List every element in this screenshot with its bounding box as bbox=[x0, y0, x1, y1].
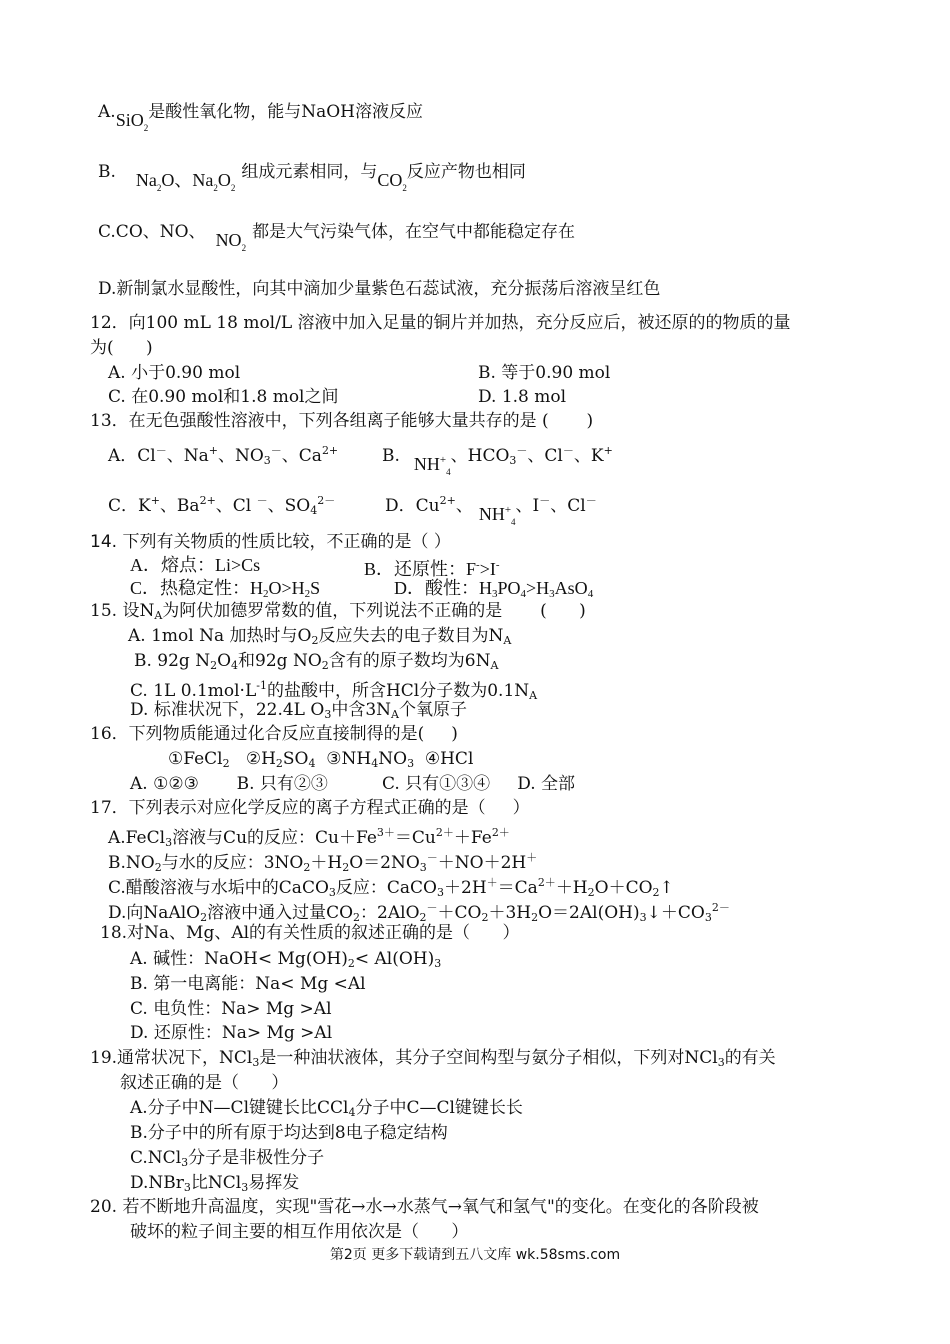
page-number: 第2页 bbox=[329, 1247, 367, 1263]
footer-text: 更多下载请到五八文库 bbox=[371, 1247, 512, 1263]
q16-items: ①FeCl$_2$ $②H_2SO_4$ $③NH_4NO_3$ ④HCl bbox=[168, 749, 474, 770]
q15-option-d: D. 标准状况下，22.4L $O_3$中含$3N_A$个氧原子 bbox=[130, 700, 467, 721]
q16-stem: 16．下列物质能通过化合反应直接制得的是( ) bbox=[90, 724, 458, 744]
q11-option-b: B. $Na_2O$、$Na_2O_2$组成元素相同，与$CO_2$反应产物也相同 bbox=[98, 162, 526, 193]
q17-option-a: A.FeCl$_3$溶液与Cu的反应：$Cu+Fe^{3+}=Cu^{2+}+Fe^{2+}$ bbox=[108, 826, 510, 849]
q14-option-c: C．热稳定性：$H_2O>H_2S$ bbox=[130, 578, 321, 600]
q13-option-a: A．Cl－、Na+、$NO_3^-$、$Ca^{2+}$ bbox=[108, 444, 339, 467]
q13-stem: 13．在无色强酸性溶液中，下列各组离子能够大量共存的是 ( ) bbox=[90, 411, 594, 431]
q12-option-b: B. 等于0.90 mol bbox=[478, 363, 611, 383]
q11-option-c: C.CO、NO、 $NO_2$都是大气污染气体，在空气中都能稳定存在 bbox=[98, 222, 576, 253]
footer-url[interactable]: wk.58sms.com bbox=[515, 1247, 621, 1263]
q17-option-c: C.醋酸溶液与水垢中的CaCO$_3$反应：$CaCO_3+2H^+=Ca^{2+}+H_2O+CO_2↑$ bbox=[108, 876, 674, 899]
q16-options: A. ①②③ B. 只有②③ C. 只有①③④ D. 全部 bbox=[130, 774, 576, 794]
q19-option-a: A.分子中N—Cl键键长比CCl$_4$分子中C—Cl键键长长 bbox=[130, 1098, 523, 1119]
q14-option-a: A．熔点：Li>Cs bbox=[130, 555, 261, 575]
q20-stem-line2: 破坏的粒子间主要的相互作用依次是（ ） bbox=[130, 1222, 469, 1242]
q18-option-d: D. 还原性：Na> Mg >Al bbox=[130, 1023, 333, 1043]
q19-option-c: C.NCl$_3$分子是非极性分子 bbox=[130, 1148, 325, 1169]
q19-option-b: B.分子中的所有原于均达到8电子稳定结构 bbox=[130, 1123, 448, 1143]
q20-stem-line1: 20. 若不断地升高温度，实现"雪花→水→水蒸气→氧气和氢气"的变化。在变化的各阶段被 bbox=[90, 1197, 759, 1217]
q13-option-c: C．K+、$Ba^{2+}$、Cl －、$SO_4^{2-}$ bbox=[108, 494, 336, 517]
q19-option-d: D.NBr$_3$比NCl$_3$易挥发 bbox=[130, 1173, 300, 1194]
q15-option-a: A. 1mol Na 加热时与$O_2$反应失去的电子数目为$N_A$ bbox=[128, 626, 512, 647]
q18-option-b: B. 第一电离能：Na< Mg <Al bbox=[130, 974, 366, 994]
q17-stem: 17．下列表示对应化学反应的离子方程式正确的是（ ） bbox=[90, 798, 530, 818]
q11-option-a: A.SiO$_2$是酸性氧化物，能与NaOH溶液反应 bbox=[98, 102, 423, 133]
q18-stem: 18.对Na、Mg、Al的有关性质的叙述正确的是（ ） bbox=[100, 923, 520, 943]
q19-stem-line2: 叙述正确的是（ ） bbox=[120, 1073, 289, 1093]
q18-option-a: A. 碱性：NaOH< $Mg(OH)_2< Al(OH)_3$ bbox=[130, 949, 442, 970]
q19-stem-line1: 19.通常状况下，NCl$_3$是一种油状液体，其分子空间构型与氨分子相似，下列对NCl$_3$的有关 bbox=[90, 1048, 776, 1069]
q13-option-b: B. $NH^+_4$、$HCO_3^-$、Cl－、K+ bbox=[382, 444, 613, 477]
q13-option-d: D．$Cu^{2+}$、 $NH^+_4$、I－、Cl－ bbox=[385, 494, 597, 527]
q14-option-b: B．还原性：F->I- bbox=[364, 559, 500, 579]
q15-stem: 15. 设$N_A$为阿伏加德罗常数的值，下列说法不正确的是 ( ) bbox=[90, 601, 586, 622]
q11-option-d: D.新制氯水显酸性，向其中滴加少量紫色石蕊试液，充分振荡后溶液呈红色 bbox=[98, 279, 661, 299]
q12-stem-line1: 12．向100 mL 18 mol/L 溶液中加入足量的铜片并加热，充分反应后，被还原的的物质的量 bbox=[90, 313, 791, 333]
q18-option-c: C. 电负性：Na> Mg >Al bbox=[130, 999, 332, 1019]
q15-option-b: B. 92g $N_2O_4$和92g $NO_2$含有的原子数均为$6N_A$ bbox=[134, 651, 499, 672]
q12-stem-line2: 为( ) bbox=[90, 338, 153, 358]
q12-option-d: D. 1.8 mol bbox=[478, 387, 567, 407]
q17-option-b: $B.NO_2$与水的反应：$3NO_2+H_2O=2NO_3^-+NO+2H^+$ bbox=[108, 851, 538, 874]
q14-stem: 14. 下列有关物质的性质比较，不正确的是（ ） bbox=[90, 532, 451, 552]
q17-option-d: D.向NaAlO$_2$溶液中通入过量$CO_2$：$2AlO_2^-+CO_2+3H_2O=2Al(OH)_3↓+CO_3^{2-}$ bbox=[108, 901, 730, 924]
page-footer bbox=[0, 1244, 950, 1264]
q12-option-c: C. 在0.90 mol和1.8 mol之间 bbox=[108, 387, 339, 407]
q15-option-c: C. 1L $0.1mol\cdot L^{-1}$的盐酸中，所含HCl分子数为$0.1N_A$ bbox=[130, 679, 538, 702]
q14-option-d: D．酸性：$H_3PO_4>H_3AsO_4$ bbox=[394, 578, 594, 600]
q12-option-a: A. 小于0.90 mol bbox=[108, 363, 241, 383]
